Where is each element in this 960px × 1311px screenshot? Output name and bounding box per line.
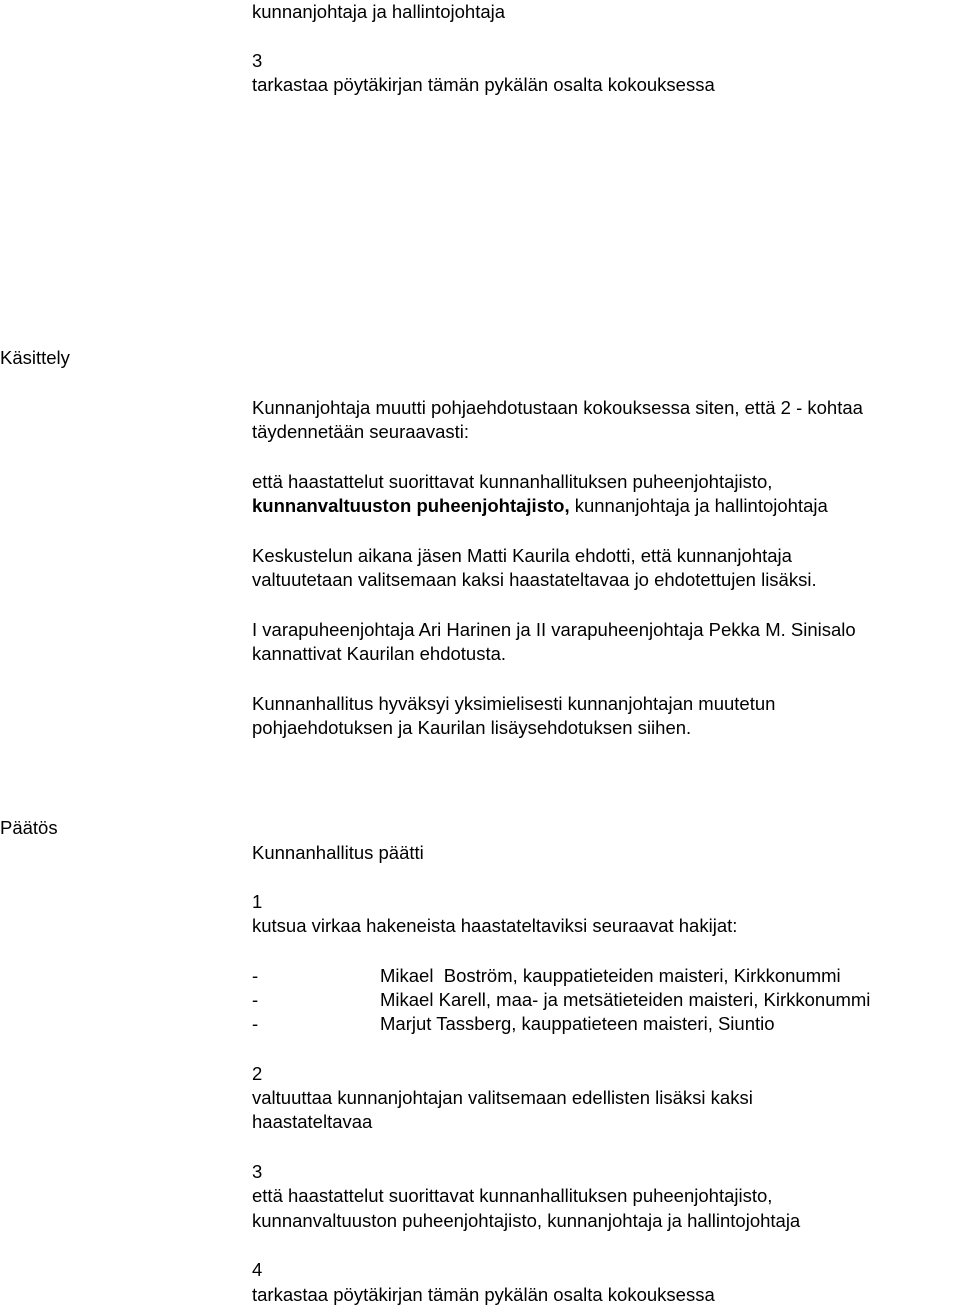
kasittely-p4-line1: I varapuheenjohtaja Ari Harinen ja II varapuheenjohtaja Pekka M. Sinisalo	[252, 619, 856, 640]
candidate-1-dash: -	[252, 965, 259, 986]
paatos-intro: Kunnanhallitus päätti	[252, 842, 424, 863]
candidate-3-dash: -	[252, 1013, 259, 1034]
paatos-item-1-text: kutsua virkaa hakeneista haastateltaviksi seuraavat hakijat:	[252, 915, 738, 936]
kasittely-p3-line2: valtuutetaan valitsemaan kaksi haastateltavaa jo ehdotettujen lisäksi.	[252, 569, 817, 590]
kasittely-p1-line2: täydennetään seuraavasti:	[252, 421, 470, 442]
candidate-2-dash: -	[252, 989, 259, 1010]
top-line-1: kunnanjohtaja ja hallintojohtaja	[252, 1, 506, 22]
kasittely-p2-line2	[252, 494, 828, 518]
kasittely-p4-line2: kannattivat Kaurilan ehdotusta.	[252, 643, 507, 664]
paatos-item-1-number: 1	[252, 891, 263, 912]
paatos-item-4-text: tarkastaa pöytäkirjan tämän pykälän osalta kokouksessa	[252, 1284, 715, 1305]
kasittely-p2-bold-text: kunnanvaltuuston puheenjohtajisto,	[252, 495, 570, 516]
candidate-1-text: Mikael Boström, kauppatieteiden maisteri, Kirkkonummi	[380, 965, 841, 986]
paatos-item-2-line1: valtuuttaa kunnanjohtajan valitsemaan edellisten lisäksi kaksi	[252, 1087, 753, 1108]
top-item-number: 3	[252, 50, 263, 71]
paatos-item-3-number: 3	[252, 1161, 263, 1182]
kasittely-p2-rest-text: kunnanjohtaja ja hallintojohtaja	[569, 495, 828, 516]
kasittely-p5-line1: Kunnanhallitus hyväksyi yksimielisesti kunnanjohtajan muutetun	[252, 693, 776, 714]
candidate-2-text: Mikael Karell, maa- ja metsätieteiden maisteri, Kirkkonummi	[380, 989, 871, 1010]
paatos-item-2-number: 2	[252, 1063, 263, 1084]
paatos-item-4-number: 4	[252, 1259, 263, 1280]
paatos-item-2-line2: haastateltavaa	[252, 1111, 373, 1132]
paatos-item-3-line2: kunnanvaltuuston puheenjohtajisto, kunnanjohtaja ja hallintojohtaja	[252, 1210, 801, 1231]
kasittely-p3-line1: Keskustelun aikana jäsen Matti Kaurila ehdotti, että kunnanjohtaja	[252, 545, 792, 566]
kasittely-p1-line1: Kunnanjohtaja muutti pohjaehdotustaan kokouksessa siten, että 2 - kohtaa	[252, 397, 863, 418]
paatos-item-3-line1: että haastattelut suorittavat kunnanhallituksen puheenjohtajisto,	[252, 1185, 773, 1206]
top-line-2: tarkastaa pöytäkirjan tämän pykälän osalta kokouksessa	[252, 74, 715, 95]
section-heading-kasittely: Käsittely	[0, 347, 70, 368]
section-heading-paatos: Päätös	[0, 817, 58, 838]
kasittely-p5-line2: pohjaehdotuksen ja Kaurilan lisäysehdotuksen siihen.	[252, 717, 692, 738]
kasittely-p2-line1: että haastattelut suorittavat kunnanhallituksen puheenjohtajisto,	[252, 471, 773, 492]
candidate-3-text: Marjut Tassberg, kauppatieteen maisteri, Siuntio	[380, 1013, 775, 1034]
